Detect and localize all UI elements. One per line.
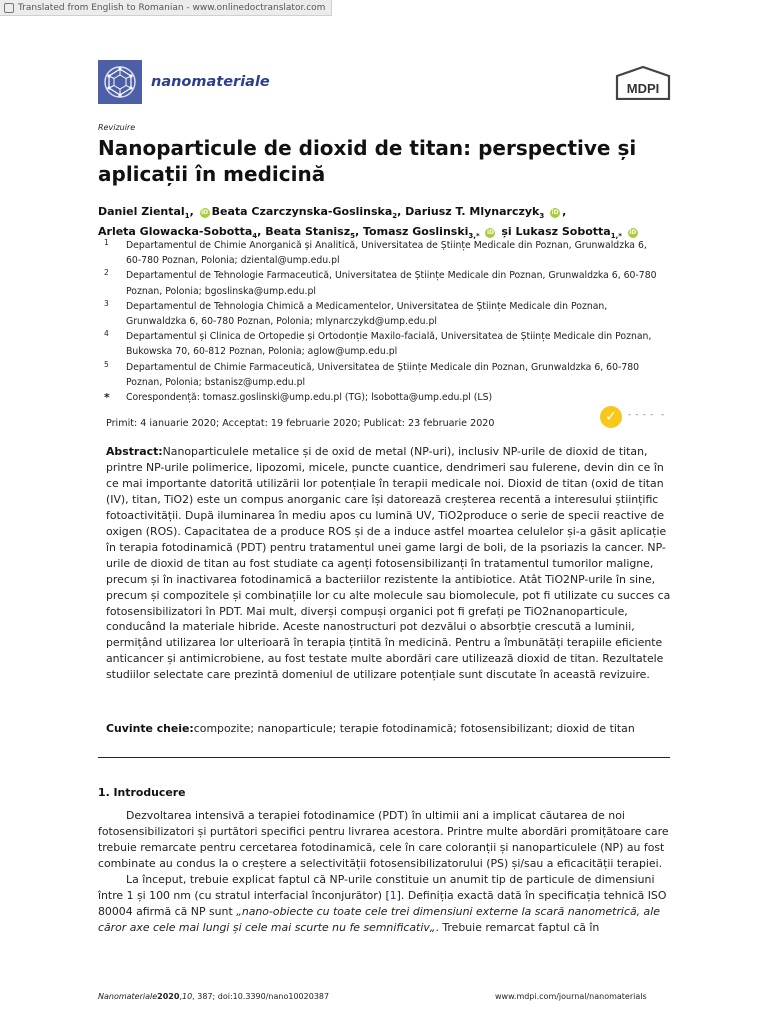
affiliation-text: Departamentul și Clinica de Ortopedie și Ortodonție Maxilo-facială, Universitatea de Științe Medicale din Poznan, Bukowska 70, 60-812 Poznan, Polonia; aglow@ump.edu.pl [126, 331, 652, 358]
intro-text: ]. Definiția exactă dată în specificația tehnică ISO 80004 afirmă că NP sunt [98, 889, 667, 918]
article-type: Revizuire [98, 123, 136, 132]
author-name[interactable]: Lukasz Sobotta [515, 225, 611, 239]
keywords-label: Cuvinte cheie: [106, 722, 194, 735]
footer-citation: Nanomateriale2020,10, 387; doi:10.3390/nano10020387 [98, 992, 330, 1001]
author-affiliation-number: 2 [392, 212, 398, 221]
affiliation-text: Departamentul de Tehnologia Chimică a Medicamentelor, Universitatea de Științe Medicale din Poznan, Grunwaldzka 6, 60-780 Poznan, Polonia; mlynarczykd@ump.edu.pl [126, 300, 608, 328]
author-affiliation-number: 3 [539, 212, 545, 221]
footer-doi: , 387; doi:10.3390/nano10020387 [192, 992, 330, 1001]
correspondence-text: Corespondență: tomasz.goslinski@ump.edu.pl (TG); lsobotta@ump.edu.pl (LS) [126, 392, 493, 404]
author-conjunction: și [501, 225, 512, 239]
affiliation-text: Departamentul de Chimie Farmaceutică, Universitatea de Științe Medicale din Poznan, Grunwaldzka 6, 60-780 Poznan, Polonia; bstanisz@ump.edu.pl [126, 361, 640, 388]
abstract-text: Nanoparticulele metalice și de oxid de metal (NP-uri), inclusiv NP-urile de dioxid de titan, printre NP-urile polimerice, lipozomi, micele, puncte cuantice, dendrimeri sau fulerene, devin din ce în ce mai importante datorită utilizării lor potențiale în terapii medicale noi. Dioxid de titan (oxid de titan (IV), titan, TiO2) este un compus anorganic care își datorează creșterea recentă a interesului științific fotoactivității. După iluminarea în mediu apos cu lumină UV, TiO2produce o serie de specii reactive de oxigen (ROS). Capacitatea de a produce ROS și de a induce astfel moartea celulelor și-a găsit aplicație în terapia fotodinamică (PDT) pentru tratamentul unei game largi de boli, de la psoriazis la cancer. NP-urile de dioxid de titan au fost studiate ca agenți fotosensibilizanți în tratamentul tumorilor maligne, precum și în inactivarea fotodinamică a bacteriilor rezistente la antibiotice. Atât TiO2NP-urile în sine, precum și compozitele și combinațiile lor cu alte molecule sau biomolecule, pot fi utilizate cu succes ca fotosensibilizatori în PDT. Mai mult, diverși compuși organici pot fi grefați pe TiO2nanoparticule, conducând la materiale hibride. Aceste nanostructuri pot dezvălui o absorbție crescută a luminii, permițând utilizarea lor ulterioară în terapia țintită în medicină. Pentru a îmbunătăți terapiile eficiente anticancer și antimicrobiene, au fost testate multe abordări care utilizează dioxid de titan. Rezultatele studiilor selectate care prezintă domeniul de utilizare potențiale sunt discutate în această revizuire. [106, 445, 671, 682]
author-affiliation-number: 1 [184, 212, 190, 221]
keywords-text: compozite; nanoparticule; terapie fotodinamică; fotosensibilizant; dioxid de titan [193, 722, 635, 735]
mdpi-logo [615, 66, 671, 100]
author-affiliation-number: 1,* [610, 232, 622, 241]
footer-journal: Nanomateriale [98, 992, 158, 1001]
citation-link[interactable]: 1 [389, 889, 397, 902]
check-updates-icon: ✓ [600, 406, 622, 428]
affiliations [104, 238, 664, 405]
author-name[interactable]: Tomasz Goslinski [363, 225, 469, 239]
article-title: Nanoparticule de dioxid de titan: perspective și aplicații în medicină [98, 136, 637, 186]
intro-quote: „nano-obiecte cu toate cele trei dimensiuni externe la scară nanometrică, ale căror axe cele mai lungi și cele mai scurte nu fe semnificativ„ [98, 905, 660, 934]
author-name[interactable]: Beata Czarczynska-Goslinska [211, 205, 393, 218]
intro-paragraph: Dezvoltarea intensivă a terapiei fotodinamice (PDT) în ultimii ani a implicat căutarea de noi fotosensibilizatori și purtători specifici pentru livrarea acestora. Printre multe abordări promițătoare care trebuie remarcate pentru cercetarea fotodinamică, cele în care coloranții și nanoparticulele (NP) au fost combinate au condus la o creștere a selectivității fotosensibilizatorului (PS) și/sau a eficacității terapiei. [98, 809, 669, 870]
journal-header [98, 60, 270, 104]
keywords [106, 722, 676, 735]
publisher-name: MDPI [626, 81, 660, 96]
author-name[interactable]: Daniel Ziental [98, 205, 185, 218]
affiliation-item [104, 329, 664, 359]
author-name[interactable]: Arleta Glowacka-Sobotta [98, 225, 253, 239]
affiliation-text: Departamentul de Chimie Anorganică și Analitică, Universitatea de Științe Medicale din Poznan, Grunwaldzka 6, 60-780 Poznan, Polonia; dziental@ump.edu.pl [126, 240, 647, 267]
section-divider [98, 757, 670, 758]
affiliation-item [104, 299, 664, 329]
introduction-body [98, 808, 670, 936]
author-affiliation-number: 5 [350, 232, 355, 241]
section-heading: 1. Introducere [98, 786, 186, 799]
footer-year: 2020 [157, 992, 180, 1001]
author-list: Daniel Ziental$_1$, iD Beata Czarczynska-Goslinska$_2$, Dariusz T. Mlynarczyk$_3$ iD , Arleta Glowacka-Sobotta$_4$, Beata Stanisz$_5$, Tomasz Goslinski$_{3,*}$ iD și Lukasz Sobotta$_{1,*}$ iD [98, 205, 637, 241]
abstract [106, 444, 674, 683]
affiliation-number: 4 [104, 329, 109, 339]
journal-name: nanomateriale [151, 74, 270, 90]
author-name[interactable]: Dariusz T. Mlynarczyk [405, 205, 540, 218]
check-for-updates[interactable] [600, 406, 666, 428]
affiliation-item [104, 268, 664, 298]
author-affiliation-number: 3,* [468, 232, 480, 241]
publication-dates: Primit: 4 ianuarie 2020; Acceptat: 19 februarie 2020; Publicat: 23 februarie 2020 [106, 418, 495, 429]
banner-text: Translated from English to Romanian - www.onlinedoctranslator.com [18, 2, 326, 13]
intro-paragraph [98, 872, 670, 936]
affiliation-number: 3 [104, 298, 109, 308]
intro-text: La început, trebuie explicat faptul că NP-urile constituie un anumit tip de particule de dimensiuni între 1 și 100 nm (cu stratul interfacial înconjurător) [ [98, 873, 655, 902]
nanomaterials-logo-icon [98, 60, 142, 104]
correspondence [104, 390, 664, 405]
affiliation-number: 2 [104, 268, 109, 278]
affiliation-number: 5 [104, 359, 109, 369]
affiliation-item [104, 238, 664, 268]
abstract-label: Abstract: [106, 445, 163, 458]
author-name[interactable]: Beata Stanisz [265, 225, 351, 239]
orcid-icon[interactable]: iD [629, 229, 637, 237]
affiliation-number: 1 [104, 238, 109, 247]
footer-url[interactable]: www.mdpi.com/journal/nanomaterials [495, 992, 647, 1001]
document-icon [4, 3, 14, 13]
intro-text: . Trebuie remarcat faptul că în [435, 921, 600, 934]
author-affiliation-number: 4 [252, 232, 258, 241]
footer-volume: 10 [181, 992, 193, 1001]
affiliation-item [104, 360, 664, 390]
correspondence-mark: * [104, 391, 110, 405]
orcid-icon[interactable]: iD [551, 209, 559, 216]
check-updates-dots: - - - - - [628, 410, 666, 419]
orcid-icon[interactable]: iD [486, 229, 494, 237]
translation-banner[interactable] [0, 0, 332, 16]
affiliation-text: Departamentul de Tehnologie Farmaceutică, Universitatea de Științe Medicale din Poznan, Grunwaldzka 6, 60-780 Poznan, Polonia; bgoslinska@ump.edu.pl [126, 270, 657, 297]
orcid-icon[interactable]: iD [201, 209, 209, 216]
